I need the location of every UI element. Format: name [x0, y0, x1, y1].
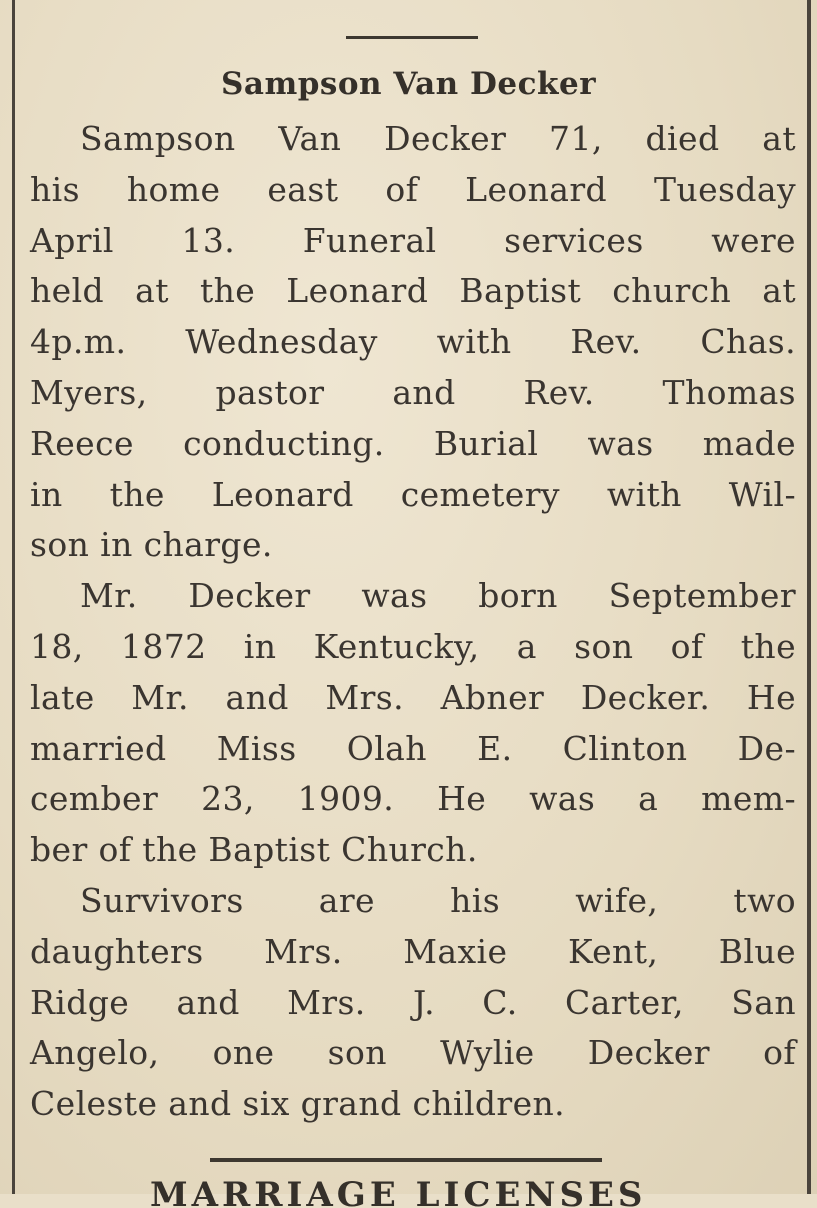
- paragraph-1-line: Myers, pastor and Rev. Thomas: [30, 372, 796, 412]
- paragraph-3-line: daughters Mrs. Maxie Kent, Blue: [30, 931, 796, 971]
- column-border-left: [12, 0, 15, 1194]
- next-article-heading: MARRIAGE LICENSES: [150, 1178, 647, 1208]
- obituary-body: [30, 114, 796, 1130]
- bottom-divider-rule: [210, 1158, 602, 1162]
- paragraph-2-line: ber of the Baptist Church.: [30, 830, 478, 870]
- top-divider-rule: [346, 36, 478, 39]
- paragraph-3-line: Ridge and Mrs. J. C. Carter, San: [30, 982, 796, 1022]
- paragraph-1-line: son in charge.: [30, 525, 273, 565]
- paragraph-2-line: late Mr. and Mrs. Abner Decker. He: [30, 677, 796, 717]
- paragraph-3-line: Survivors are his wife, two: [80, 880, 796, 920]
- paragraph-1-line: in the Leonard cemetery with Wil-: [30, 474, 796, 514]
- paragraph-1-line: held at the Leonard Baptist church at: [30, 271, 796, 311]
- paragraph-1-line: his home east of Leonard Tuesday: [30, 169, 796, 209]
- paragraph-2-line: married Miss Olah E. Clinton De-: [30, 728, 796, 768]
- column-border-right: [807, 0, 811, 1194]
- paragraph-3-line: Angelo, one son Wylie Decker of: [30, 1033, 796, 1073]
- paragraph-1-line: 4p.m. Wednesday with Rev. Chas.: [30, 322, 796, 362]
- obituary-headline: Sampson Van Decker: [220, 66, 597, 102]
- paragraph-2-line: Mr. Decker was born September: [80, 576, 796, 616]
- paragraph-1-line: Sampson Van Decker 71, died at: [80, 119, 796, 158]
- paragraph-3-line: Celeste and six grand children.: [30, 1084, 566, 1124]
- paragraph-1-line: April 13. Funeral services were: [30, 220, 796, 260]
- paragraph-2-line: 18, 1872 in Kentucky, a son of the: [30, 626, 796, 666]
- paragraph-2-line: cember 23, 1909. He was a mem-: [30, 779, 796, 819]
- next-article-heading-cropped: [150, 1178, 670, 1208]
- paragraph-1-line: Reece conducting. Burial was made: [30, 423, 796, 463]
